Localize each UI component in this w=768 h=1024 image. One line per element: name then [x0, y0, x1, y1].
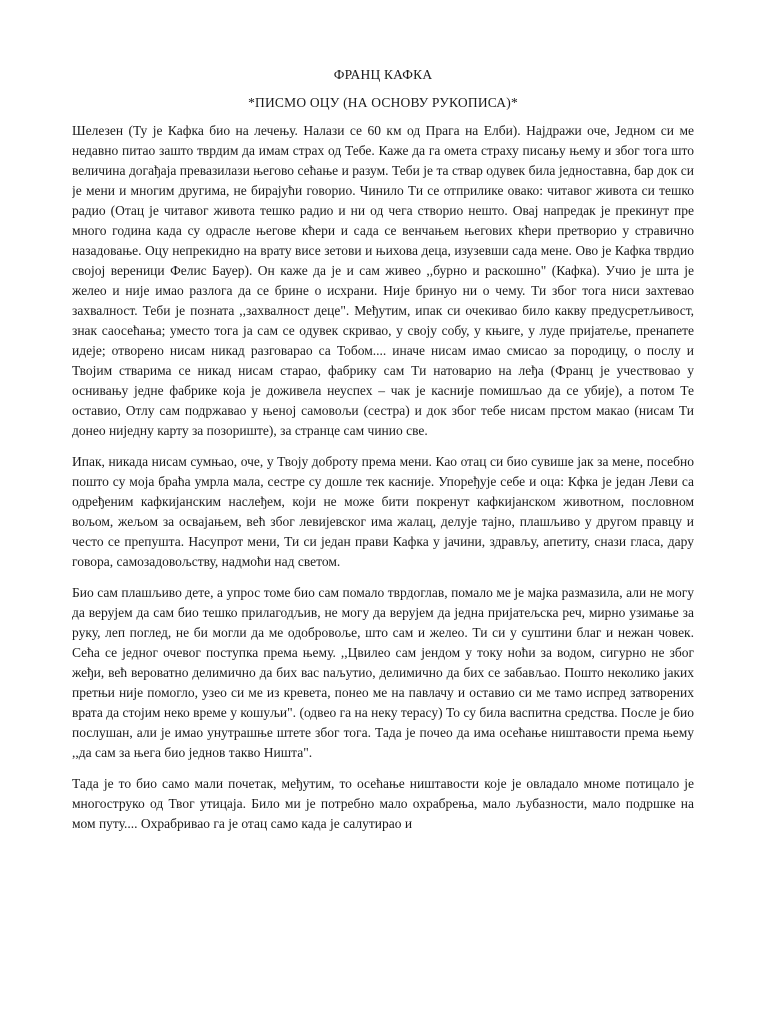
document-title: ФРАНЦ КАФКА	[333, 67, 433, 82]
paragraph-4: Тада је то био само мали почетак, међутим, то осећање ништавости које је овладало мноме потицало је многоструко од Твог утицаја. Било ми је потребно мало охрабрења, мало љубазности, мало подршке на мом путу.... Охрабривао га је отац само када је салутирао и	[72, 776, 694, 831]
paragraph-2: Ипак, никада нисам сумњао, оче, у Твоју доброту према мени. Као отац си био сувише јак за мене, посебно пошто су моја браћа умрла мала, сестре су дошле тек касније. Упоређује себе и оца: Кфка је један Леви са одређеним кафкијанским наслеђем, који не може бити покренут кафкијанском животном, пословном вољом, жељом за освајањем, већ због левијевског има жалац, делује тајно, плашљиво у другом правцу и често се препушта. Насупрот мени, Ти си један прави Кафка у јачини, здрављу, апетиту, снази гласа, дару говора, самозадовољству, надмоћи над светом.	[72, 454, 694, 569]
document-page	[72, 58, 694, 1018]
paragraph-3: Био сам плашљиво дете, а упрос томе био сам помало тврдоглав, помало ме је мајка размазила, али не могу да верујем да сам био тешко прилагодљив, не могу да верујем да једна пријатељска реч, мирно узимање за руку, леп поглед, не би могли да ме одобровоље, што сам и желео. Ти си у суштини благ и нежан човек. Сећа се једног очевог поступка према њему. ,,Цвилео сам јендом у току ноћи за водом, сигурно не због жеђи, већ вероватно делимично да бих вас naљутио, делимично да бих се забављао. Пошто неколико јаких претњи није помогло, узео си ме из кревета, понео ме на павлачу и оставио си ме тамо испред затворених врата да стојим неко време у кошуљи". (одвео га на неку терасу) То су била васпитна средства. После је био послушан, али је имао унутрашње штете због тога. Тада је почео да има осећање ништавости према њему ,,да сам за њега био једнов такво Ништа".	[72, 585, 694, 760]
document-subtitle: *ПИСМО ОЦУ (НА ОСНОВУ РУКОПИСА)*	[248, 95, 518, 110]
paragraph-1: Шелезен (Ту је Кафка био на лечењу. Налази се 60 км од Прага на Елби). Најдражи оче, Једном си ме недавно питао зашто тврдим да имам страх од Тебе. Каже да га омета страху писању њему и због тога што величина догађаја превазилази његово сећање и разум. Теби је та ствар одувек била једноставна, бар док си је мени и многим другима, не бирајући говорио. Чинило Ти се отприлике овако: читавог живота си тешко радио (Отац је читавог живота тешко радио и ни од чега створио нешто. Овај напредак је прекинут пре много година када су одрасле његове кћери и сада се венчањем његових кћери претворио у стравично назадовање. Оцу непрекидно на врату висе зетови и њихова деца, изузевши сада мене. Ово је Кафка тврдио својој вереници Фелис Бауер). Он каже да је и сам живео ,,бурно и раскошно" (Кафка). Учио је шта је желео и није имао разлога да се брине о исхрани. Није бринуо ни о чему. Ти због тога ниси захтевао захвалност. Теби је позната ,,захвалност деце". Међутим, ипак си очекивао било какву предусретљивост, знак саосећања; уместо тога ја сам се одувек скривао, у своју собу, у књиге, у луде пријатеље, пренапете идеје; отворено нисам никад разговарао са Тобом.... иначе нисам имао смисао за породицу, о послу и Твојим стварима се никад нисам старао, фабрику сам Ти натоварио на леђа (Франц је учествовао у оснивању једне фабрике која је доживела неуспех – чак је касније помишљао да се убије), а потом Те оставио, Отлу сам подржавао у њеној самовољи (сестра) и док због тебе нисам прстом макао (нисам Ти донео ниједну карту за позориште), за странце сам чинио све.	[72, 123, 694, 438]
